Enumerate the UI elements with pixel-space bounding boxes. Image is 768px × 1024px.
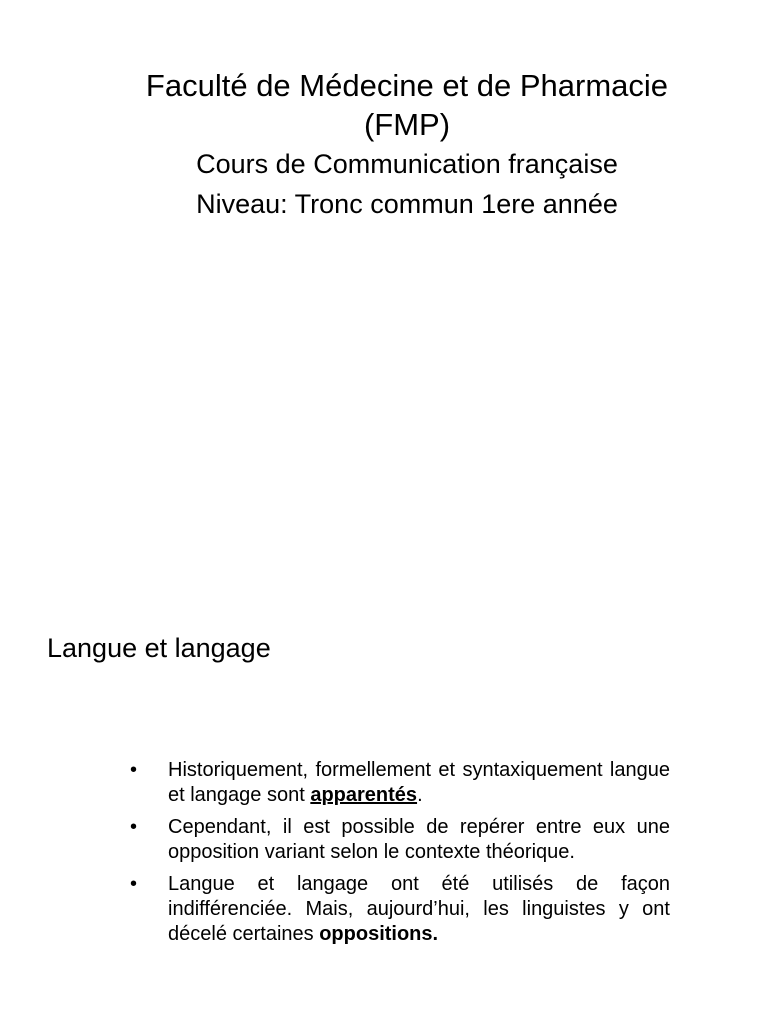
- bullet-emphasis: oppositions.: [319, 923, 439, 945]
- bullet-emphasis: apparentés: [310, 784, 418, 806]
- bullet-text: Langue et langage ont été utilisés de façon indifférenciée. Mais, aujourd’hui, les linguistes y ont décelé certaines: [168, 873, 670, 945]
- faculty-abbreviation: (FMP): [363, 107, 451, 142]
- faculty-title: Faculté de Médecine et de Pharmacie: [145, 68, 669, 103]
- bullet-list: [130, 758, 670, 954]
- bullet-punctuation: .: [417, 784, 423, 806]
- course-title: Cours de Communication française: [196, 149, 618, 179]
- bullet-text: Cependant, il est possible de repérer entre eux une opposition variant selon le contexte théorique.: [168, 816, 670, 863]
- course-level: Niveau: Tronc commun 1ere année: [196, 189, 618, 219]
- bullet-text: Historiquement, formellement et syntaxiquement langue et langage sont: [168, 759, 670, 806]
- bullet-marker: •: [130, 759, 138, 781]
- bullet-item-1: [130, 758, 670, 808]
- bullet-item-3: [130, 872, 670, 947]
- section-heading: Langue et langage: [47, 633, 271, 663]
- bullet-item-2: [130, 815, 670, 865]
- bullet-marker: •: [130, 816, 138, 838]
- title-block: [60, 66, 754, 224]
- bullet-marker: •: [130, 873, 138, 895]
